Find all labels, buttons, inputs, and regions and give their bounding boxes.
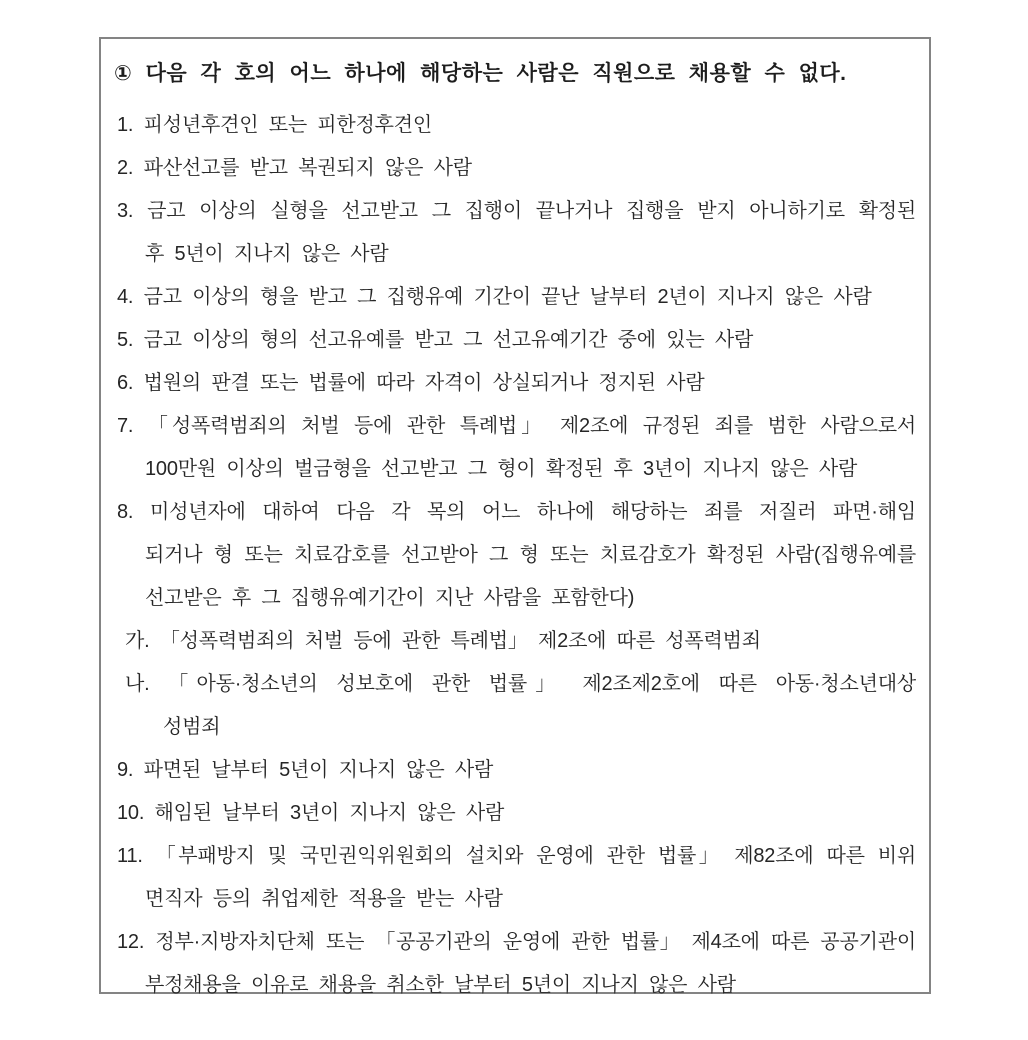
item-number: 6. [117,372,134,394]
list-item-line [114,104,916,147]
item-number: 8. [117,501,134,523]
document-border-box [99,37,931,994]
item-number: 1. [117,114,134,136]
item-text: 법원의 판결 또는 법률에 따라 자격이 상실되거나 정지된 사람 [133,372,705,394]
item-text: 파산선고를 받고 복권되지 않은 사람 [133,157,472,179]
item-text: 「부패방지 및 국민권익위원회의 설치와 운영에 관한 법률」 제82조에 따른 비위 [142,845,916,867]
list-item-line [114,835,916,878]
item-number: 9. [117,759,134,781]
list-item-line [114,190,916,233]
list-item-line [114,276,916,319]
item-text: 피성년후견인 또는 피한정후견인 [133,114,433,136]
list-item-line [114,319,916,362]
item-number: 4. [117,286,134,308]
document-body [114,104,916,1007]
list-item-line [114,921,916,964]
item-text: 금고 이상의 형을 받고 그 집행유예 기간이 끝난 날부터 2년이 지나지 않은 사람 [133,286,872,308]
item-text: 「아동·청소년의 성보호에 관한 법률」 제2조제2호에 따른 아동·청소년대상 [149,673,916,695]
list-item-line: 100만원 이상의 벌금형을 선고받고 그 형이 확정된 후 3년이 지나지 않은 사람 [145,458,858,480]
list-item-line [114,491,916,534]
item-number: 나. [125,673,150,695]
item-text: 금고 이상의 형의 선고유예를 받고 그 선고유예기간 중에 있는 사람 [133,329,754,351]
item-text: 「성폭력범죄의 처벌 등에 관한 특례법」 제2조에 규정된 죄를 범한 사람으로서 [133,415,916,437]
item-number: 12. [117,931,145,953]
list-item-line [114,663,916,706]
list-item-line: 면직자 등의 취업제한 적용을 받는 사람 [145,888,503,910]
item-text: 미성년자에 대하여 다음 각 목의 어느 하나에 해당하는 죄를 저질러 파면·해임 [133,501,916,523]
list-item-line: 선고받은 후 그 집행유예기간이 지난 사람을 포함한다) [145,587,635,609]
item-number: 11. [117,845,143,867]
list-item-line [114,620,916,663]
item-text: 「성폭력범죄의 처벌 등에 관한 특례법」 제2조에 따른 성폭력범죄 [149,630,761,652]
list-item-line [114,147,916,190]
list-item-line [114,792,916,835]
list-item-line: 성범죄 [163,716,221,738]
list-item-line: 부정채용을 이유로 채용을 취소한 날부터 5년이 지나지 않은 사람 [145,974,736,996]
item-number: 가. [125,630,150,652]
item-text: 파면된 날부터 5년이 지나지 않은 사람 [133,759,494,781]
item-number: 10. [117,802,145,824]
item-text: 금고 이상의 실형을 선고받고 그 집행이 끝나거나 집행을 받지 아니하기로 확정된 [133,200,916,222]
item-text: 정부·지방자치단체 또는 「공공기관의 운영에 관한 법률」 제4조에 따른 공공기관이 [144,931,916,953]
clause-heading: ① 다음 각 호의 어느 하나에 해당하는 사람은 직원으로 채용할 수 없다. [114,62,847,85]
item-number: 3. [117,200,134,222]
list-item-line [114,362,916,405]
item-number: 7. [117,415,134,437]
item-number: 5. [117,329,134,351]
list-item-line [114,749,916,792]
item-text: 해임된 날부터 3년이 지나지 않은 사람 [144,802,505,824]
list-item-line: 후 5년이 지나지 않은 사람 [145,243,389,265]
list-item-line [114,405,916,448]
item-number: 2. [117,157,134,179]
list-item-line: 되거나 형 또는 치료감호를 선고받아 그 형 또는 치료감호가 확정된 사람(집행유예를 [145,544,916,566]
